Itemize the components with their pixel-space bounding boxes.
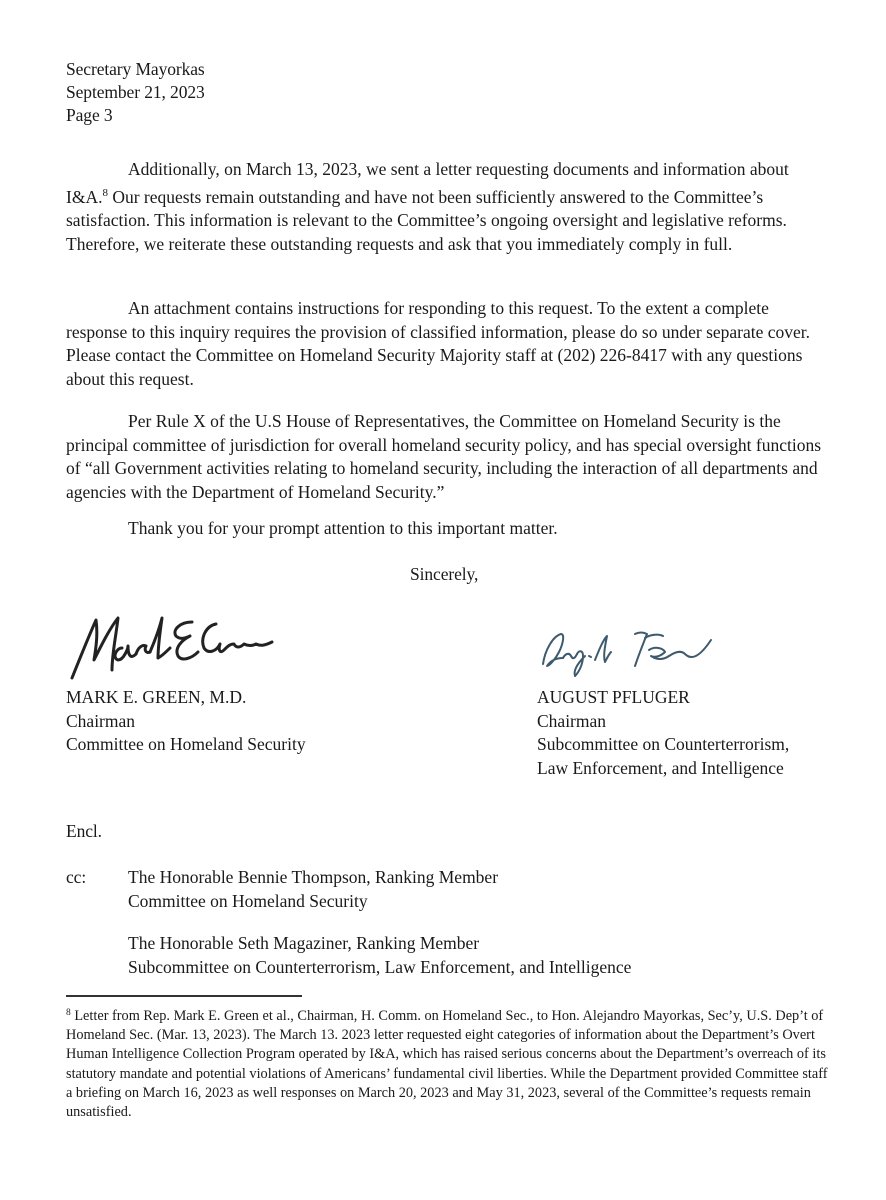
signatory-title: Chairman <box>66 710 136 731</box>
signatory-august-pfluger <box>537 686 789 780</box>
signature-august-pfluger-icon <box>535 620 725 682</box>
paragraph-1-text-start: Additionally, on March 13, 2023, we sent a letter requesting documents and information about I&A. <box>66 159 789 207</box>
footnote-number: 8 <box>66 1008 71 1018</box>
paragraph-3-text: Per Rule X of the U.S House of Representatives, the Committee on Homeland Security is the principal committee of jurisdiction for overall homeland security policy, and has special oversight functions of “all Government activities relating to homeland security, including the interaction of all departments and agencies with the Department of Homeland Security.” <box>66 411 822 502</box>
closing-salutation: Sincerely, <box>410 564 479 584</box>
cc-recipient-committee: Subcommittee on Counterterrorism, Law Enforcement, and Intelligence <box>128 956 632 977</box>
signatory-committee: Committee on Homeland Security <box>66 734 306 754</box>
paragraph-1-text-end: Our requests remain outstanding and have not been sufficiently answered to the Committee’s satisfaction. This information is relevant to the Committee’s ongoing oversight and legislative reforms. Therefore, we reiterate these outstanding requests and ask that you immediately comply in full. <box>66 186 787 254</box>
signature-mark-green-icon <box>66 608 286 686</box>
paragraph-2-text: An attachment contains instructions for responding to this request. To the extent a complete response to this inquiry requires the provision of classified information, please do so under separate cover. Please contact the Committee on Homeland Security Majority staff at (202) 226-8417 with any questions about this request. <box>66 298 811 389</box>
header-date: September 21, 2023 <box>66 82 205 102</box>
cc-recipient-committee: Committee on Homeland Security <box>128 890 368 911</box>
body-paragraph-1 <box>66 158 826 256</box>
body-paragraph-3 <box>66 410 826 504</box>
body-paragraph-4 <box>66 517 826 541</box>
enclosure-notation: Encl. <box>66 821 102 841</box>
footnote-divider <box>66 995 302 997</box>
body-paragraph-2 <box>66 297 826 391</box>
signatory-title: Chairman <box>537 710 607 731</box>
footnote-reference[interactable]: 8 <box>102 186 108 199</box>
signatory-committee-line-1: Subcommittee on Counterterrorism, <box>537 734 790 754</box>
cc-recipient-1 <box>128 866 498 913</box>
header-page-number: Page 3 <box>66 105 113 125</box>
footnote-8 <box>66 1004 836 1122</box>
cc-recipient-name: The Honorable Bennie Thompson, Ranking Member <box>128 867 499 887</box>
cc-label: cc: <box>66 867 87 887</box>
footnote-text: Letter from Rep. Mark E. Green et al., Chairman, H. Comm. on Homeland Sec., to Hon. Alejandro Mayorkas, Sec’y, U.S. Dep’t of Homeland Sec. (Mar. 13, 2023). The March 13. 2023 letter requested eight categories of information about the Department’s Overt Human Intelligence Collection Program operated by I&A, which has raised serious concerns about the Department’s overreach of its statutory mandate and potential violations of Americans’ fundamental civil liberties. While the Department provided Committee staff a briefing on March 16, 2023 as well responses on March 20, 2023 and May 31, 2023, several of the Committee’s requests remain unsatisfied. <box>66 1008 828 1121</box>
signatory-name: MARK E. GREEN, M.D. <box>66 687 247 707</box>
signatory-mark-green <box>66 686 306 757</box>
paragraph-4-text: Thank you for your prompt attention to this important matter. <box>128 518 558 538</box>
signatory-committee-line-2: Law Enforcement, and Intelligence <box>537 757 784 778</box>
signatory-name: AUGUST PFLUGER <box>537 687 690 707</box>
cc-recipient-name: The Honorable Seth Magaziner, Ranking Member <box>128 933 480 953</box>
cc-recipient-2 <box>128 932 631 979</box>
header-recipient: Secretary Mayorkas <box>66 59 205 79</box>
